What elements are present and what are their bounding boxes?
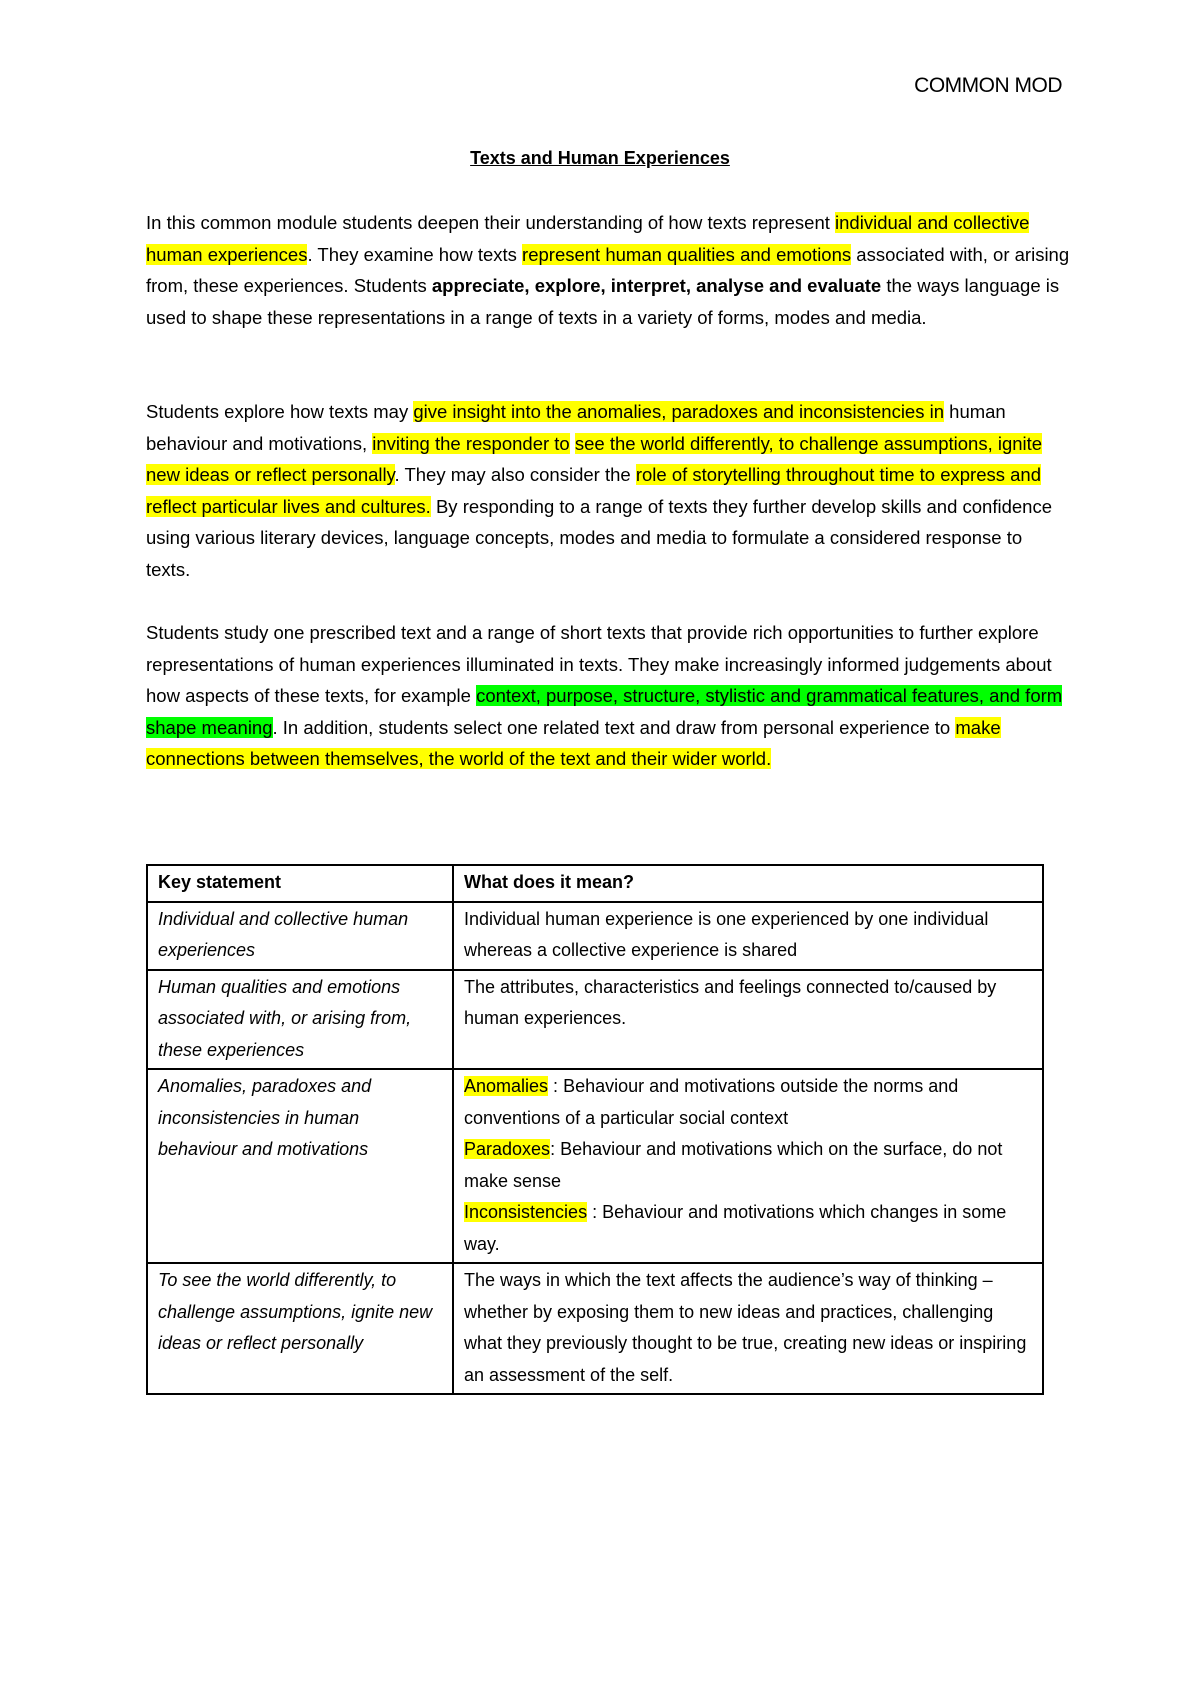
table-row [147, 902, 1043, 970]
highlight-yellow: represent human qualities and emotions [522, 243, 852, 265]
key-statement-cell: Individual and collective human experiences [147, 902, 453, 970]
highlight-yellow: inviting the responder to [372, 432, 570, 454]
header-label: COMMON MOD [914, 74, 1062, 97]
text-span: the ways language is used to shape these representations in a range of texts in a variety of forms, modes and media. [146, 275, 1060, 328]
highlight-yellow: make connections between themselves, the world of the text and their wider world. [146, 716, 1001, 769]
text-span: Students study one prescribed text and a range of short texts that provide rich opportunities to further explore representations of human experiences illuminated in texts. They make increasingly informed judgements about how aspects of these texts, for example [146, 622, 1052, 706]
definition-anomalies [464, 1071, 1032, 1134]
key-statement-cell: To see the world differently, to challenge assumptions, ignite new ideas or reflect personally [147, 1263, 453, 1394]
definition-paradoxes [464, 1134, 1032, 1197]
highlight-yellow: individual and collective human experiences [146, 212, 1030, 265]
term-highlight: Anomalies [464, 1076, 549, 1096]
highlight-yellow: see the world differently, to challenge assumptions, ignite new ideas or reflect personally [146, 432, 1043, 485]
term-highlight: Inconsistencies [464, 1202, 588, 1222]
text-span: human behaviour and motivations, [146, 401, 1006, 454]
bold-text: appreciate, explore, interpret, analyse and evaluate [431, 275, 882, 296]
meaning-cell: The ways in which the text affects the audience’s way of thinking – whether by exposing them to new ideas and practices, challenging what they previously thought to be true, creating new ideas or inspiring an assessment of the self. [453, 1263, 1043, 1394]
page-title: Texts and Human Experiences [470, 148, 730, 168]
text-span: By responding to a range of texts they further develop skills and confidence using various literary devices, language concepts, modes and media to formulate a considered response to texts. [146, 495, 1052, 580]
highlight-yellow: role of storytelling throughout time to express and reflect particular lives and cultures. [146, 464, 1041, 517]
term-separator: : [548, 1076, 564, 1096]
paragraph-explore [146, 396, 1071, 585]
text-span: . They examine how texts [307, 243, 523, 265]
term-highlight: Paradoxes [464, 1139, 551, 1159]
text-span: In this common module students deepen their understanding of how texts represent [146, 212, 836, 233]
definition-text: Behaviour and motivations which on the surface, do not make sense [464, 1139, 1003, 1191]
definition-inconsistencies [464, 1197, 1032, 1260]
meaning-cell: Individual human experience is one experienced by one individual whereas a collective experience is shared [453, 902, 1043, 970]
table-row [147, 1069, 1043, 1263]
definition-text: Behaviour and motivations which changes in some way. [464, 1202, 1007, 1254]
text-span: . In addition, students select one related text and draw from personal experience to [272, 716, 956, 738]
key-statement-cell: Anomalies, paradoxes and inconsistencies in human behaviour and motivations [147, 1069, 453, 1263]
paragraph-intro [146, 207, 1071, 333]
table-row [147, 970, 1043, 1070]
highlight-yellow: give insight into the anomalies, paradoxes and inconsistencies in [413, 401, 945, 422]
definition-text: Behaviour and motivations outside the norms and conventions of a particular social context [464, 1076, 959, 1128]
text-span: . They may also consider the [394, 464, 636, 485]
term-separator: : [587, 1202, 603, 1222]
text-span: associated with, or arising from, these experiences. Students [146, 243, 1070, 296]
table-header-row [147, 865, 1043, 902]
highlight-green: context, purpose, structure, stylistic and grammatical features, and form shape meaning [146, 685, 1063, 738]
paragraph-study [146, 617, 1071, 775]
term-separator: : [550, 1139, 561, 1159]
header-key-statement: Key statement [147, 865, 453, 902]
key-statement-cell: Human qualities and emotions associated with, or arising from, these experiences [147, 970, 453, 1070]
meaning-cell: The attributes, characteristics and feelings connected to/caused by human experiences. [453, 970, 1043, 1070]
text-span: Students explore how texts may [146, 401, 414, 422]
table-row [147, 1263, 1043, 1394]
header-meaning: What does it mean? [453, 865, 1043, 902]
meaning-cell [453, 1069, 1043, 1263]
key-statements-table [146, 864, 1044, 1395]
